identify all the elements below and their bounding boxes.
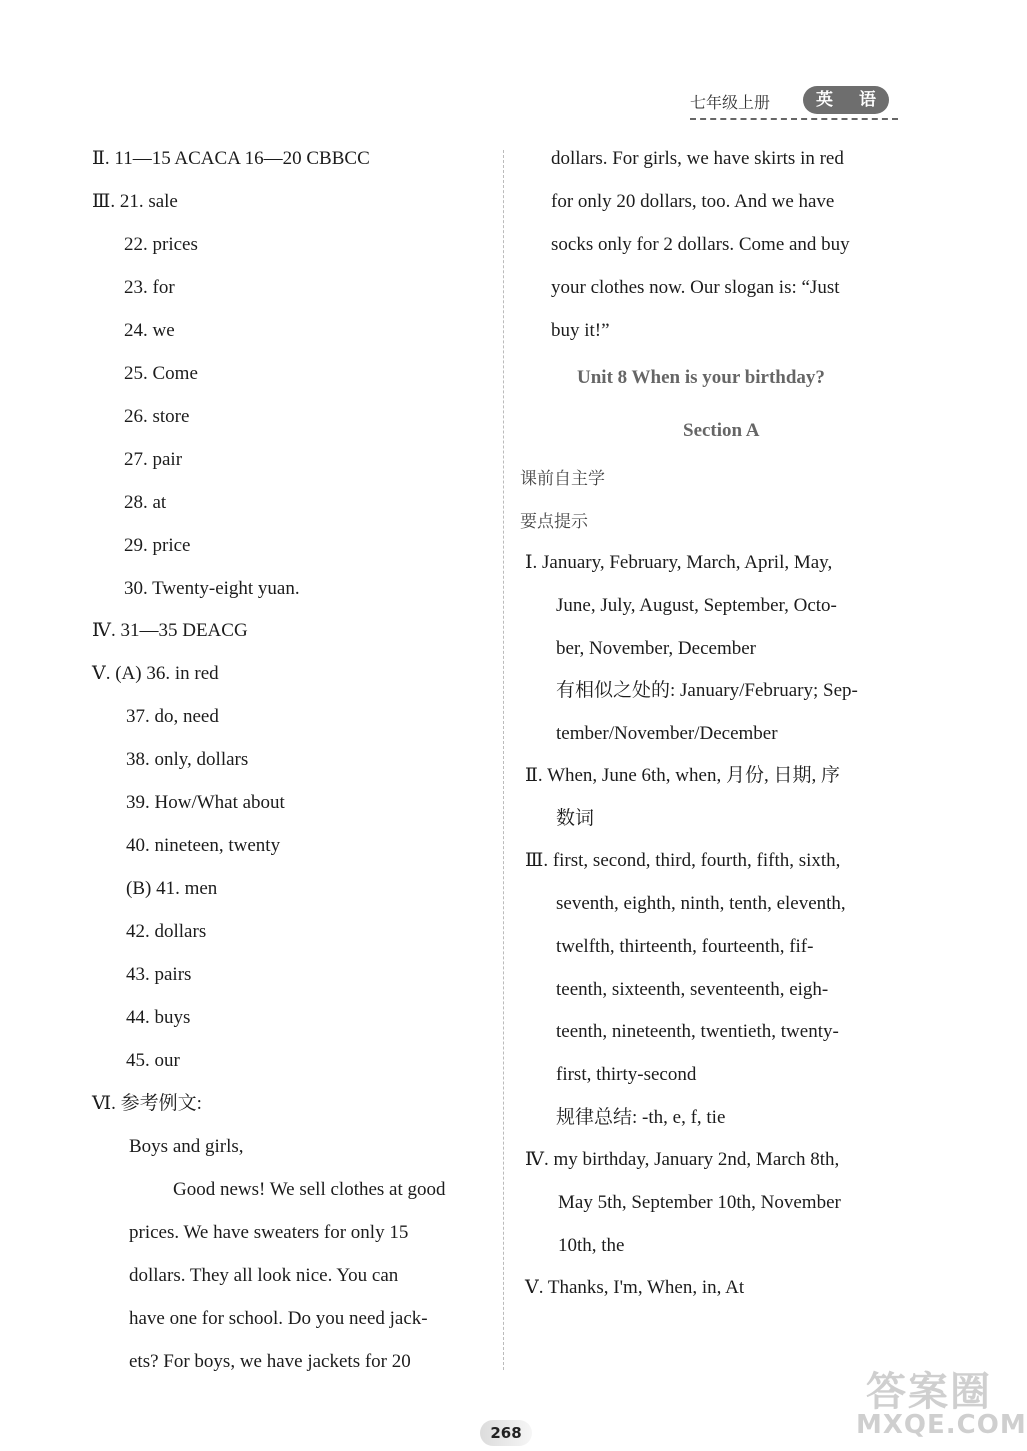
answer-line: teenth, nineteenth, twentieth, twenty- xyxy=(556,1021,839,1042)
header-rule xyxy=(690,118,898,120)
section-heading: Section A xyxy=(683,420,760,441)
answer-line: 25. Come xyxy=(124,363,198,384)
answer-line: Ⅴ. Thanks, I'm, When, in, At xyxy=(525,1277,745,1298)
answer-line: 45. our xyxy=(126,1050,180,1071)
answer-line: 30. Twenty-eight yuan. xyxy=(124,578,300,599)
answer-line: 27. pair xyxy=(124,449,183,470)
column-divider xyxy=(503,150,504,1370)
answer-line: 23. for xyxy=(124,277,175,298)
answer-line: Ⅵ. 参考例文: xyxy=(92,1093,202,1114)
answer-line: Ⅴ. (A) 36. in red xyxy=(92,663,219,684)
essay-line: for only 20 dollars, too. And we have xyxy=(551,191,835,212)
essay-line: Boys and girls, xyxy=(129,1136,244,1157)
page-header xyxy=(690,86,900,122)
essay-line: have one for school. Do you need jack- xyxy=(129,1308,428,1329)
answer-line: 22. prices xyxy=(124,234,198,255)
essay-line: buy it!” xyxy=(551,320,610,341)
essay-line: your clothes now. Our slogan is: “Just xyxy=(551,277,840,298)
subject-badge: 英 语 xyxy=(803,86,889,114)
answer-line: 24. we xyxy=(124,320,175,341)
answer-line: first, thirty-second xyxy=(556,1064,697,1085)
answer-line: June, July, August, September, Octo- xyxy=(556,595,837,616)
essay-line: dollars. They all look nice. You can xyxy=(129,1265,399,1286)
answer-line: Ⅲ. first, second, third, fourth, fifth, sixth, xyxy=(525,850,841,871)
answer-line: 规律总结: -th, e, f, tie xyxy=(556,1107,726,1128)
answer-line: 43. pairs xyxy=(126,964,192,985)
answer-line: (B) 41. men xyxy=(126,878,218,899)
subsection-label: 要点提示 xyxy=(520,512,588,532)
answer-line: 29. price xyxy=(124,535,191,556)
answer-line: 数词 xyxy=(556,808,595,829)
answer-line: 37. do, need xyxy=(126,706,219,727)
answer-line: 40. nineteen, twenty xyxy=(126,835,281,856)
answer-line: 44. buys xyxy=(126,1007,191,1028)
answer-line: Ⅲ. 21. sale xyxy=(92,191,178,212)
answer-line: ber, November, December xyxy=(556,638,756,659)
answer-line: 38. only, dollars xyxy=(126,749,249,770)
watermark-url: MXQE.COM xyxy=(856,1410,1027,1440)
essay-line: socks only for 2 dollars. Come and buy xyxy=(551,234,850,255)
answer-line: 39. How/What about xyxy=(126,792,285,813)
unit-heading: Unit 8 When is your birthday? xyxy=(577,367,825,388)
essay-line: prices. We have sweaters for only 15 xyxy=(129,1222,409,1243)
answer-line: 28. at xyxy=(124,492,167,513)
essay-line: ets? For boys, we have jackets for 20 xyxy=(129,1351,411,1372)
answer-line: 有相似之处的: January/February; Sep- xyxy=(556,680,858,701)
answer-line: Ⅳ. my birthday, January 2nd, March 8th, xyxy=(525,1149,840,1170)
watermark-logo: 答案圈 xyxy=(866,1369,992,1415)
answer-line: 10th, the xyxy=(558,1235,625,1256)
grade-label: 七年级上册 xyxy=(690,93,771,112)
answer-line: teenth, sixteenth, seventeenth, eigh- xyxy=(556,979,829,1000)
essay-line: dollars. For girls, we have skirts in red xyxy=(551,148,844,169)
answer-line: tember/November/December xyxy=(556,723,778,744)
answer-line: Ⅱ. 11—15 ACACA 16—20 CBBCC xyxy=(92,148,370,169)
answer-line: May 5th, September 10th, November xyxy=(558,1192,841,1213)
answer-line: Ⅱ. When, June 6th, when, 月份, 日期, 序 xyxy=(525,765,840,786)
answer-line: Ⅳ. 31—35 DEACG xyxy=(92,620,248,641)
answer-line: twelfth, thirteenth, fourteenth, fif- xyxy=(556,936,814,957)
answer-line: 42. dollars xyxy=(126,921,207,942)
page-number: 268 xyxy=(480,1420,532,1446)
essay-line: Good news! We sell clothes at good xyxy=(173,1179,446,1200)
answer-line: 26. store xyxy=(124,406,190,427)
answer-line: Ⅰ. January, February, March, April, May, xyxy=(525,552,833,573)
subsection-label: 课前自主学 xyxy=(520,469,605,489)
answer-line: seventh, eighth, ninth, tenth, eleventh, xyxy=(556,893,846,914)
